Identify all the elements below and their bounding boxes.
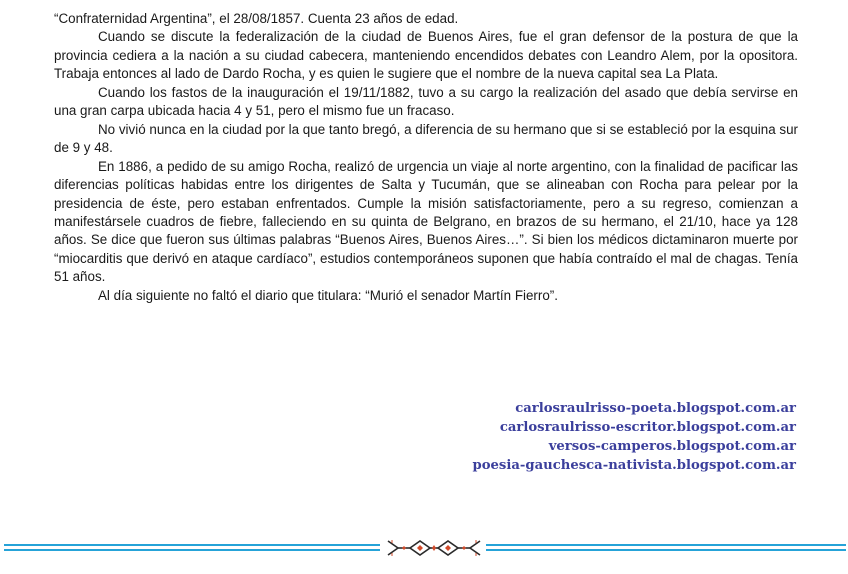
blog-link-escritor[interactable]: carlosraulrisso-escritor.blogspot.com.ar (499, 420, 796, 435)
blog-link-poeta[interactable]: carlosraulrisso-poeta.blogspot.com.ar (515, 401, 796, 416)
paragraph-2: Cuando se discute la federalización de la ciudad de Buenos Aires, fue el gran defensor de la postura de que la provincia cediera a la nación a su ciudad cabecera, manteniendo encendidos debates con Leandro Alem, por la opositora. Trabaja entonces al lado de Dardo Rocha, y es quien le sugiere que el nombre de la nueva capital sea La Plata. (54, 29, 798, 82)
body-text (54, 10, 798, 305)
footer-rule-left-bottom (4, 549, 380, 551)
paragraph-6: Al día siguiente no faltó el diario que titulara: “Murió el senador Martín Fierro”. (98, 287, 558, 303)
paragraph-1: “Confraternidad Argentina”, el 28/08/1857. Cuenta 23 años de edad. (54, 11, 459, 26)
paragraph-4: No vivió nunca en la ciudad por la que tanto bregó, a diferencia de su hermano que si se estableció por la esquina sur de 9 y 48. (54, 121, 798, 156)
blog-links (473, 399, 797, 475)
footer-rule-right-bottom (486, 549, 846, 551)
footer-rule-left-top (4, 544, 380, 546)
pampa-pattern-icon (386, 539, 482, 557)
footer-rule-right-top (486, 544, 846, 546)
footer-decoration (0, 536, 848, 560)
blog-link-poesia-gauchesca[interactable]: poesia-gauchesca-nativista.blogspot.com.ar (472, 458, 796, 473)
paragraph-3: Cuando los fastos de la inauguración el 19/11/1882, tuvo a su cargo la realización del asado que debía servirse en una gran carpa ubicada hacia 4 y 51, pero el mismo fue un fracaso. (54, 84, 798, 119)
blog-link-versos-camperos[interactable]: versos-camperos.blogspot.com.ar (548, 439, 796, 454)
paragraph-5: En 1886, a pedido de su amigo Rocha, realizó de urgencia un viaje al norte argentino, con la finalidad de pacificar las diferencias políticas habidas entre los dirigentes de Salta y Tucumán, que se alineaban con Rocha para pelear por la presidencia de éste, pero estaban enfrentados. Cumple la misión satisfactoriamente, pero a su regreso, comienzan a manifestársele cuadros de fiebre, falleciendo en su quinta de Belgrano, en brazos de su hermano, el 21/10, hace ya 128 años. Se dice que fueron sus últimas palabras “Buenos Aires, Buenos Aires…”. Si bien los médicos dictaminaron muerte por “miocarditis que derivó en ataque cardíaco”, estudios contemporáneos suponen que había contraído el mal de chagas. Tenía 51 años. (54, 158, 798, 285)
